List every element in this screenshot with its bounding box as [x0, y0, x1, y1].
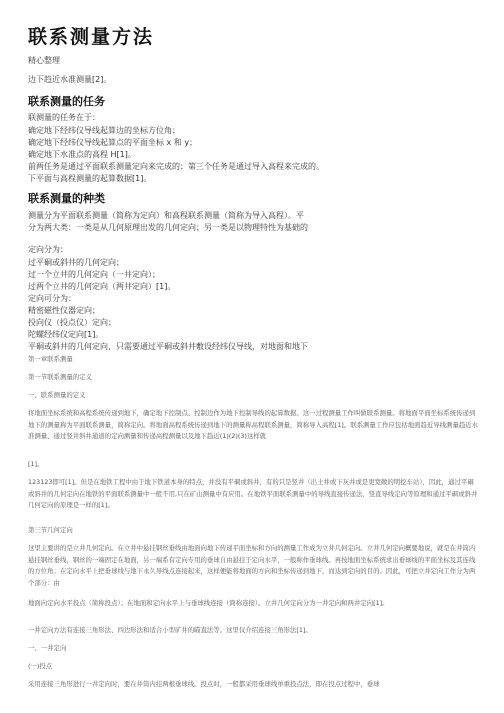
section2-line: 过平硐或斜井的几何定向； [28, 258, 124, 267]
section2-line: 过一个立井的几何定向（一井定向）； [28, 270, 160, 279]
paragraph [28, 598, 480, 610]
section2-line: 测量分为平面联系测量（简称为定向）和高程联系测量（简称为导入高程）。平 [28, 211, 304, 220]
section1-line: 下平面与高程测量的起算数据[1]。 [28, 174, 152, 183]
section2-line: 平硐或斜井的几何定向，只需要通过平硐或斜井敷设经纬仪导线，对地面和地下 [28, 342, 308, 351]
subsection-heading: 一、联系测量的定义 [28, 391, 86, 399]
section2-line: 过两个立井的几何定向（两井定向）[1]。 [28, 282, 176, 291]
section-heading: 第一节联系测量的定义 [28, 373, 92, 381]
chapter-heading: 第一章联系测量 [28, 355, 73, 363]
paragraph: [1]。 [28, 460, 44, 468]
paragraph: 一井定向方法有连接三角形法、四边形法和适合小型矿井的瞄直法等。这里仅介绍连接三角形法[1]。 [28, 626, 312, 634]
section2-line: 定向可分为： [28, 294, 76, 303]
section1-line: 确定地下经纬仪导线起算点的平面坐标 x 和 y； [28, 138, 198, 147]
subsection-heading: 一、一井定向 [28, 644, 67, 652]
section2-line: 精密磁性仪器定向； [28, 306, 100, 315]
document-title: 联系测量方法 [28, 26, 155, 48]
document-subtitle: 精心整理 [28, 56, 60, 65]
section-heading-task: 联系测量的任务 [28, 95, 105, 108]
section2-line: 陀螺经纬仪定向[1]。 [28, 330, 104, 339]
paragraph [28, 408, 480, 443]
section1-line: 前两任务是通过平面联系测量定向来完成的；第三个任务是通过导入高程来完成的。 [28, 162, 324, 171]
section1-line: 联测量的任务在于： [28, 113, 100, 122]
paragraph: 采用连接三角形进行一井定向时，要在井筒内挂两根垂球线。投点时，一般都采用垂球线单重投点法，即在投点过程中，垂球 [28, 680, 380, 688]
subsection-heading: (一)投点 [28, 662, 53, 670]
section2-line: 投向仪（投点仪）定向； [28, 318, 116, 327]
paragraph-text: 地面向定向水平投点（简称投点）；在地面和定向水平上与垂球线连接（简称连接）。立井几何定向分为一井定向和两井定向[1]。 [28, 599, 389, 607]
paragraph-text: 将地面坐标系统和高程系统传递到地下，确定地下控制点、控制边作为地下控制导线的起算数据。这一过程测量工作叫做联系测量。将地面平面坐标系统传递到地下的测量称为平面联系测量，简称定向。将地面高程系统传递到地下的测量称高程联系测量，简称导入高程[1]。联系测量工作应包括地面趋近导线测量趋近水准测量、通过竖井斜井通道的定向测量和传递高程测量以及地下趋近(1)(2)(3)这样就 [28, 409, 479, 441]
section-heading-types: 联系测量的种类 [28, 192, 105, 205]
paragraph [28, 543, 480, 589]
section2-line: 定向分为： [28, 245, 68, 254]
section-heading: 第三节几何定向 [28, 526, 73, 534]
paragraph-text: 这里主要讲的是立井几何定向。在立井中悬挂钢丝垂线由地面向地下传递平面坐标和方向的测量工作成为立井几何定向。立井几何定向概要地说，就是在井筒内悬挂钢丝垂线，钢丝的一端固定在地面，另一端系有定向专用的垂球自由悬挂于定向水平，一般称作垂球线。再按地面坐标系统求出垂球线的平面坐标及其连线的方位角；在定向水平上把垂球线与地下永久导线点连接起来，这样便能将地面的方向和坐标传递到地下，而达到定向的目的。因此，可把立井定向工作分为两个部分：由 [28, 544, 476, 587]
section1-line: 确定地下经纬仪导线起算边的坐标方位角； [28, 126, 180, 135]
paragraph-text: 123123即可[1]。但是在地铁工程中由于地下铁道本身的特点，并没有平硐或斜井，有的只是竖井（出土井或下灰井或是更宽敞的明挖车站），因此，通过平硐或斜井的几何定向在地铁的平面联系测量中一般不用,只在矿山测量中有应用。在地铁平面联系测量中的导线直接传递法、竖直导线定向等原理和通过平硐或斜井几何定向的原理是一样的[1]。 [28, 478, 478, 510]
intro-line: 边下趋近水准测量[2]。 [28, 75, 112, 84]
paragraph [28, 477, 480, 512]
section1-line: 确定地下水准点的高程 H[1]。 [28, 150, 136, 159]
section2-line: 分为两大类：一类是从几何原理出发的几何定向；另一类是以物理特性为基础的 [28, 223, 308, 232]
